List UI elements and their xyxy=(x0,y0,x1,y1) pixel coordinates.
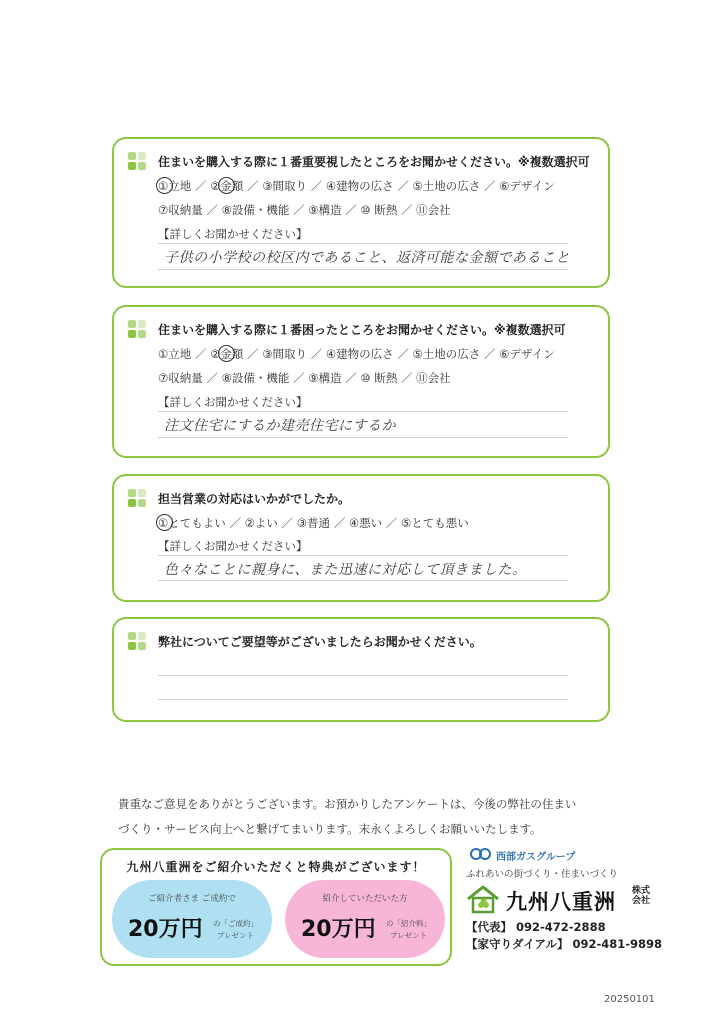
question-title: 住まいを購入する際に１番重要視したところをお聞かせください。※複数選択可 xyxy=(158,155,590,169)
question-title: 担当営業の対応はいかがでしたか。 xyxy=(158,492,351,506)
referral-promo xyxy=(100,848,452,966)
group-header xyxy=(466,848,666,863)
answer-line xyxy=(158,269,568,270)
pill-note-line: の「紹介料」 xyxy=(386,919,431,928)
company-suffix: 株式会社 xyxy=(632,886,651,906)
company-name: 九州八重洲 xyxy=(506,890,616,914)
survey-card-q1 xyxy=(112,137,610,288)
thanks-message xyxy=(118,792,618,842)
answer-line xyxy=(158,243,568,244)
group-name: 西部ガスグループ xyxy=(496,852,576,863)
question-bullet-icon xyxy=(128,320,146,338)
answer-line xyxy=(158,437,568,438)
question-bullet-icon xyxy=(128,632,146,650)
pill-note-line: プレゼント xyxy=(216,931,255,940)
thanks-line: づくり・サービス向上へと繋げてまいります。末永くよろしくお願いいたします。 xyxy=(118,822,542,836)
options-row: ①とてもよい ／ ②よい ／ ③普通 ／ ④悪い ／ ⑤とても悪い xyxy=(158,516,469,530)
question-bullet-icon xyxy=(128,152,146,170)
selected-mark-icon xyxy=(218,345,235,362)
selected-mark-icon xyxy=(156,177,173,194)
options-row: ①立地 ／ ②金額 ／ ③間取り ／ ④建物の広さ ／ ⑤土地の広さ ／ ⑥デザイン xyxy=(158,347,555,361)
question-title: 弊社についてご要望等がございましたらお聞かせください。 xyxy=(158,635,482,649)
handwritten-answer: 色々なことに親身に、また迅速に対応して頂きました。 xyxy=(164,562,527,578)
answer-line xyxy=(158,675,568,676)
phone-house: 【家守りダイアル】 092-481-9898 xyxy=(466,937,663,951)
selected-mark-icon xyxy=(156,514,173,531)
document-id: 20250101 xyxy=(604,994,655,1005)
answer-line xyxy=(158,580,568,581)
question-bullet-icon xyxy=(128,489,146,507)
company-tagline: ふれあいの街づくり・住まいづくり xyxy=(466,869,619,880)
answer-line xyxy=(158,555,568,556)
pill-note-line: プレゼント xyxy=(389,931,428,940)
contact-info xyxy=(466,919,666,953)
promo-pill-introducer xyxy=(285,880,445,958)
options-row: ⑦収納量 ／ ⑧設備・機能 ／ ⑨構造 ／ ⑩ 断熱 ／ ⑪会社 xyxy=(158,371,451,385)
handwritten-answer: 注文住宅にするか建売住宅にするか xyxy=(164,418,396,434)
answer-line xyxy=(158,699,568,700)
thanks-line: 貴重なご意見をありがとうございます。お預かりしたアンケートは、今後の弊社の住まい xyxy=(118,797,577,811)
pill-caption: 紹介していただいた方 xyxy=(322,894,408,904)
pill-note xyxy=(213,918,258,942)
company-logo xyxy=(466,882,666,916)
phone-main: 【代表】 092-472-2888 xyxy=(466,920,606,934)
pill-amount: 20万円 xyxy=(128,917,203,942)
company-info xyxy=(466,848,666,953)
handwritten-answer: 子供の小学校の校区内であること、返済可能な金額であること xyxy=(164,250,570,266)
pill-note-line: の「ご成約」 xyxy=(213,919,258,928)
survey-card-q4 xyxy=(112,617,610,722)
pill-caption: ご紹介者さま ご成約で xyxy=(148,894,236,904)
options-row: ①立地 ／ ②金額 ／ ③間取り ／ ④建物の広さ ／ ⑤土地の広さ ／ ⑥デザイン xyxy=(158,179,555,193)
pill-note xyxy=(386,918,431,942)
promo-title: 九州八重洲をご紹介いただくと特典がございます！ xyxy=(126,860,426,874)
detail-label: 【詳しくお聞かせください】 xyxy=(158,395,308,409)
pill-amount: 20万円 xyxy=(301,917,376,942)
survey-card-q2 xyxy=(112,305,610,458)
survey-card-q3 xyxy=(112,474,610,602)
selected-mark-icon xyxy=(218,177,235,194)
detail-label: 【詳しくお聞かせください】 xyxy=(158,227,308,241)
question-title: 住まいを購入する際に１番困ったところをお聞かせください。※複数選択可 xyxy=(158,323,566,337)
house-logo-icon xyxy=(466,884,500,914)
options-row: ⑦収納量 ／ ⑧設備・機能 ／ ⑨構造 ／ ⑩ 断熱 ／ ⑪会社 xyxy=(158,203,451,217)
detail-label: 【詳しくお聞かせください】 xyxy=(158,539,308,553)
promo-pill-referrer xyxy=(112,880,272,958)
answer-line xyxy=(158,411,568,412)
saibu-gas-logo-icon xyxy=(470,848,492,860)
